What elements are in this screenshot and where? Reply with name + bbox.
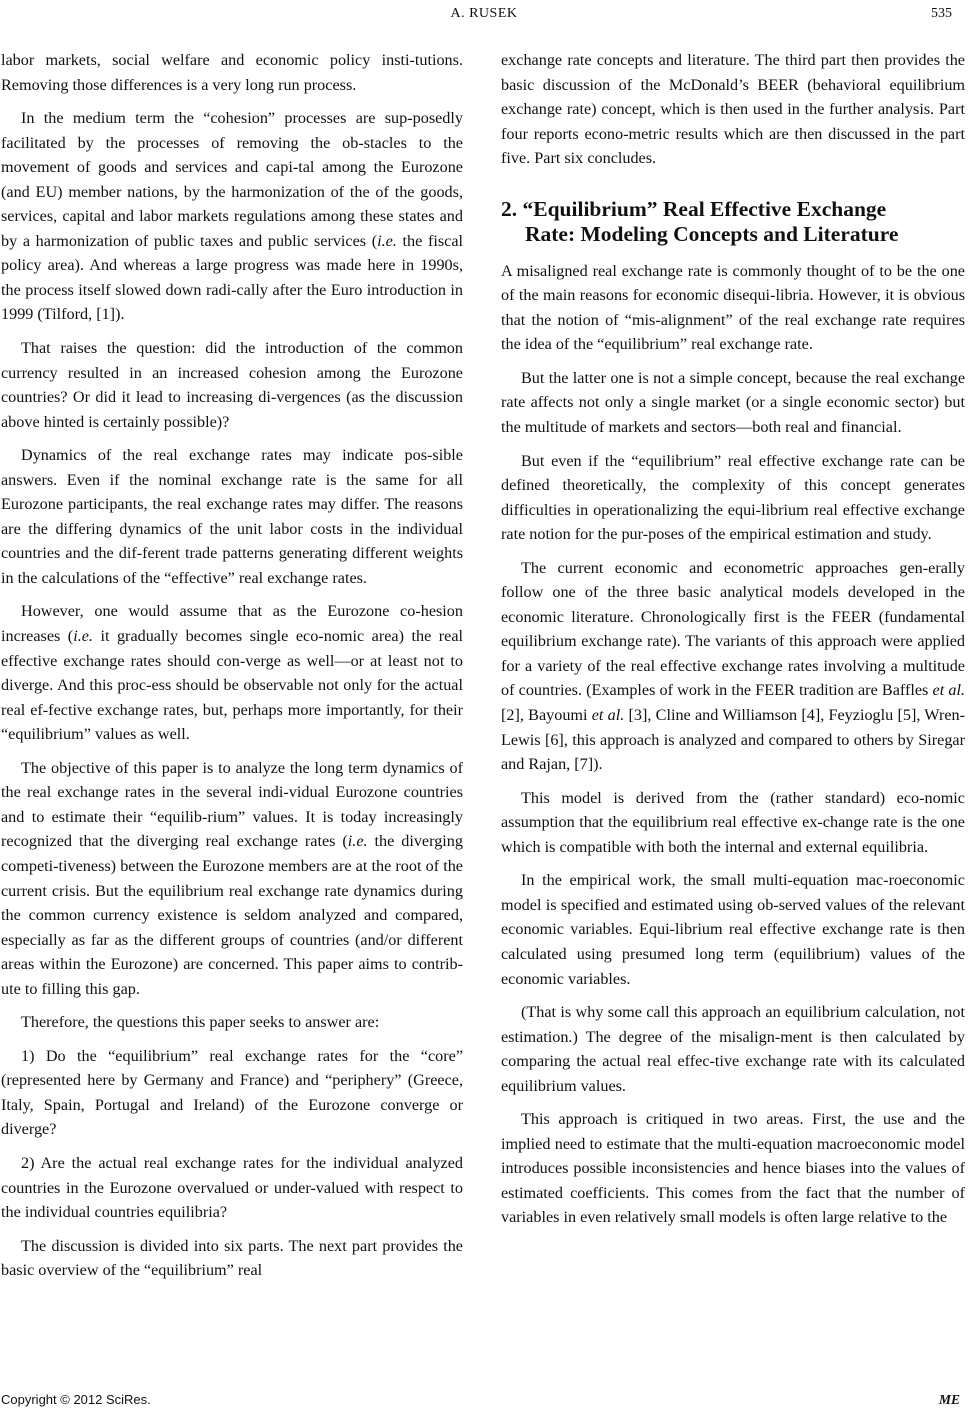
paragraph: This approach is critiqued in two areas. First, the use and the implied need to estimate that the multi-equation macroeconomic model introduces possible inconsistencies and hence biases into the values of estimated coefficients. This comes from the fact that the number of variables in even relatively small models is often large relative to the [501,1110,965,1227]
paragraph: Therefore, the questions this paper seeks to answer are: [21,1013,380,1032]
list-item: 2) Are the actual real exchange rates for the individual analyzed countries in the Eurozone overvalued or under-valued with respect to the individual countries equilibria? [1,1153,463,1222]
section-heading [501,197,965,247]
right-column [501,48,965,1239]
section-heading-line2: Rate: Modeling Concepts and Literature [525,221,899,246]
running-author: A. RUSEK [450,6,518,21]
paragraph: In the empirical work, the small multi-equation mac-roeconomic model is specified and estimated using ob-served values of the relevant economic variables. Equi-librium real effective exchange rate is then calculated using presumed long term (equilibrium) values of the economic variables. [501,871,965,988]
paragraph: A misaligned real exchange rate is commonly thought of to be the one of the main reasons for economic disequi-libria. However, it is obvious that the notion of “mis-alignment” of the real exchange rate requires the idea of the “equilibrium” real exchange rate. [501,261,965,354]
paragraph: However, one would assume that as the Eurozone co-hesion increases (i.e. it gradually becomes single eco-nomic area) the real effective exchange rates should con-verge as well—or at least not to diverge. And this proc-ess should be observable not only for the actual real ef-fective exchange rates, but, perhaps more importantly, for their “equilibrium” values as well. [1,602,463,744]
paragraph: That raises the question: did the introduction of the common currency resulted in an increased cohesion among the Eurozone countries? Or did it lead to increasing di-vergences (as the discussion above hinted is certainly possible)? [1,339,463,431]
page-header [0,0,968,26]
paragraph: But the latter one is not a simple concept, because the real exchange rate affects not only a single market (or a single economic sector) but the multitude of markets and sectors—both real and financial. [501,368,965,437]
paragraph: labor markets, social welfare and economic policy insti-tutions. Removing those differences is a very long run process. [1,51,463,94]
paragraph: This model is derived from the (rather standard) eco-nomic assumption that the equilibrium real effective ex-change rate is the one which is compatible with both the internal and external equilibria. [501,788,965,856]
paragraph: The objective of this paper is to analyze the long term dynamics of the real exchange rates in the several indi-vidual Eurozone countries and to estimate their “equilib-rium” values. It is today increasingly recognized that the diverging real exchange rates (i.e. the diverging competi-tiveness) between the Eurozone members are at the root of the current crisis. But the equilibrium real exchange rate dynamics during the common currency existence is seldom analyzed and compared, especially as far as the different groups of countries (and/or different areas within the Eurozone) are concerned. This paper aims to contrib-ute to filling this gap. [1,758,463,998]
paragraph: (That is why some call this approach an equilibrium calculation, not estimation.) The degree of the misalign-ment is then calculated by comparing the actual real effec-tive exchange rate with its calculated equilibrium values. [501,1003,965,1095]
paragraph: But even if the “equilibrium” real effective exchange rate can be defined theoretically, the complexity of this concept generates difficulties in operationalizing the equi-librium real effective exchange rate notion for the pur-poses of the empirical estimation and study. [501,451,965,544]
paragraph: exchange rate concepts and literature. The third part then provides the basic discussion of the McDonald’s BEER (behavioral equilibrium exchange rate) concept, which is then used in the further analysis. Part four reports econo-metric results which are then discussed in the part five. Part six concludes. [501,51,965,168]
page-number: 535 [931,6,952,21]
paragraph: In the medium term the “cohesion” processes are sup-posedly facilitated by the processes of removing the ob-stacles to the movement of goods and services and capi-tal among the Eurozone (and EU) member nations, by the harmonization of the of the goods, services, capital and labor markets regulations among these states and by a harmonization of public taxes and public services (i.e. the fiscal policy area). And whereas a large progress was made here in 1990s, the process itself slowed down radi-cally after the Euro introduction in 1999 (Tilford, [1]). [1,109,463,324]
paragraph: The discussion is divided into six parts. The next part provides the basic overview of the “equilibrium” real [1,1236,463,1280]
paragraph: Dynamics of the real exchange rates may indicate pos-sible answers. Even if the nominal exchange rate is the same for all Eurozone participants, the real exchange rates may differ. The reasons are the differing dynamics of the unit labor costs in the individual countries and the dif-ferent trade patterns generating different weights in the calculations of the “effective” real exchange rates. [1,446,463,587]
copyright-notice: Copyright © 2012 SciRes. [1,1392,151,1407]
paragraph: The current economic and econometric approaches gen-erally follow one of the three basic analytical models developed in the economic literature. Chronologically first is the FEER (fundamental equilibrium exchange rate). The variants of this approach were applied for a variety of the real effective exchange rates involving a multitude of countries. (Examples of work in the FEER tradition are Baffles et al. [2], Bayoumi et al. [3], Cline and Williamson [4], Feyzioglu [5], Wren-Lewis [6], this approach is analyzed and compared to others by Siregar and Rajan, [7]). [501,558,966,774]
journal-abbreviation: ME [938,1392,960,1407]
list-item: 1) Do the “equilibrium” real exchange rates for the “core” (represented here by Germany and France) and “periphery” (Greece, Italy, Spain, Portugal and Ireland) of the Eurozone converge or diverge? [1,1046,463,1139]
section-heading-line1: 2. “Equilibrium” Real Effective Exchange [501,196,887,221]
left-column [1,48,463,1292]
